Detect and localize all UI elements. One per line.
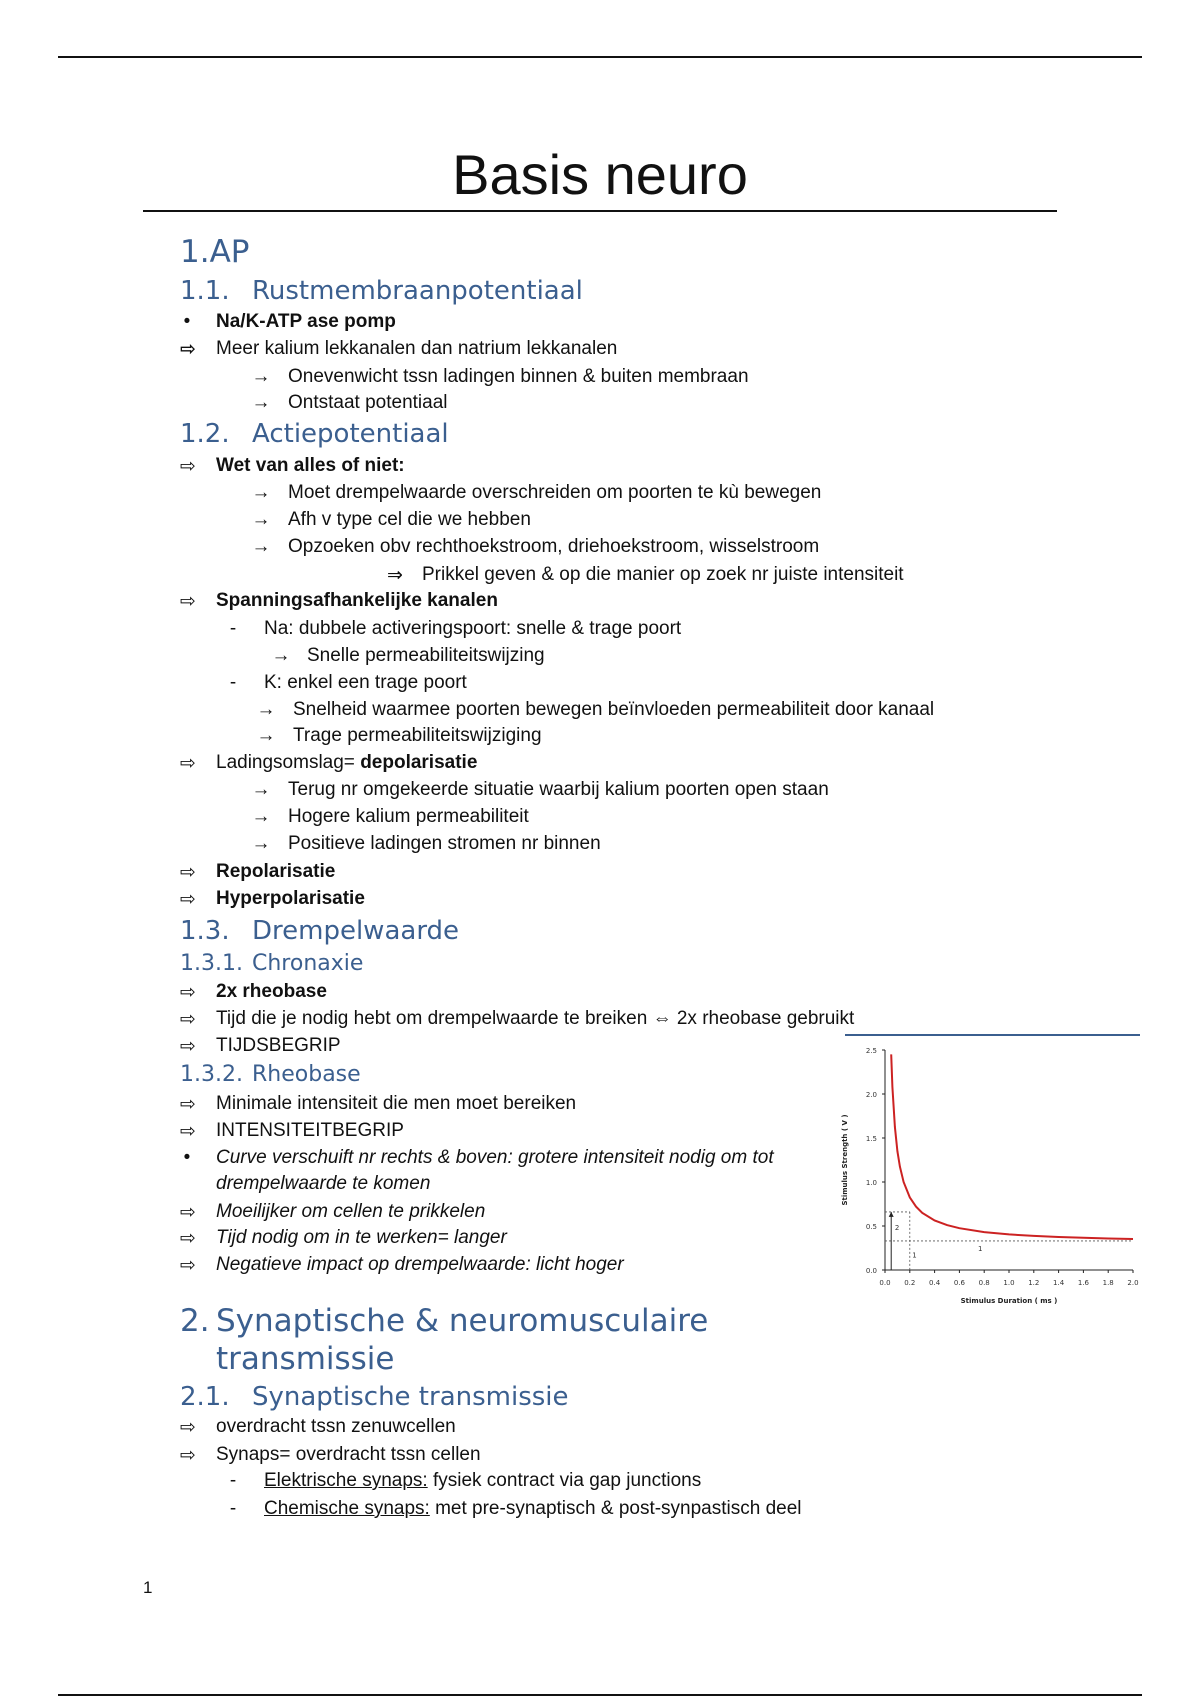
y-tick-label: 0.0 [865,1267,877,1275]
list-item: Minimale intensiteit die men moet bereiken [216,1093,577,1114]
list-item-text: fysiek contract via gap junctions [427,1470,702,1491]
list-item-text: met pre-synaptisch & post-synpastisch deel [429,1498,802,1519]
list-item: Positieve ladingen stromen nr binnen [288,833,601,854]
annotation-label: 2 [894,1223,900,1232]
arrow-icon: → [251,482,271,503]
heading-2 [180,1302,708,1378]
page-number: 1 [143,1578,153,1597]
heading-1-3-number: 1.3. [180,916,230,946]
outline-arrow-icon: ⇨ [180,1417,196,1438]
x-tick-label: 1.4 [1053,1279,1065,1287]
list-item: Negatieve impact op drempelwaarde: licht hoger [216,1254,624,1275]
heading-2-1 [180,1382,569,1412]
heading-1-3-title: Drempelwaarde [252,916,460,946]
x-tick-label: 1.2 [1028,1279,1040,1287]
x-tick-label: 2.0 [1127,1279,1139,1287]
y-tick-label: 1.5 [865,1135,877,1143]
heading-2-title-continued: transmissie [216,1341,395,1377]
heading-1-3-2 [180,1062,361,1087]
dash-bullet-icon: - [229,1470,237,1491]
heading-2-title: Synaptische & neuromusculaire [216,1303,709,1339]
list-item: Trage permeabiliteitswijziging [293,725,542,746]
arrow-icon: → [251,509,271,530]
list-item: overdracht tssn zenuwcellen [216,1416,456,1437]
rheobase-arrowhead [889,1212,894,1217]
dash-bullet-icon: - [229,1498,237,1519]
list-item: Na/K-ATP ase pomp [216,311,396,332]
list-item [216,1008,854,1030]
list-item [264,1470,701,1492]
x-tick-label: 0.4 [929,1279,941,1287]
x-tick-label: 0.6 [953,1279,965,1287]
list-item: Synaps= overdracht tssn cellen [216,1444,481,1465]
outline-arrow-icon: ⇨ [180,1094,196,1115]
list-item: Meer kalium lekkanalen dan natrium lekkanalen [216,338,618,359]
list-item: Repolarisatie [216,861,336,882]
list-item: Snelle permeabiliteitswijzing [307,645,545,666]
list-item: Hogere kalium permeabiliteit [288,806,529,827]
heading-1-1 [180,276,583,306]
arrow-icon: → [271,645,291,666]
chart-top-rule [845,1034,1140,1036]
x-tick-label: 1.0 [1003,1279,1015,1287]
outline-arrow-icon: ⇨ [180,1202,196,1223]
list-item: Tijd nodig om in te werken= langer [216,1227,507,1248]
outline-arrow-icon: ⇨ [180,1121,196,1142]
bullet-dot-icon: • [183,311,191,332]
list-item: Snelheid waarmee poorten bewegen beïnvloeden permeabiliteit door kanaal [293,699,935,720]
y-tick-label: 0.5 [865,1223,877,1231]
arrow-icon: → [256,725,276,746]
strength-duration-curve [891,1054,1133,1239]
heading-1-1-title: Rustmembraanpotentiaal [252,276,583,306]
arrow-icon: → [251,779,271,800]
y-axis-label: Stimulus Strength ( V ) [841,1114,849,1206]
heading-1-2-number: 1.2. [180,419,230,449]
heading-1-3-2-number: 1.3.2. [180,1062,243,1087]
heading-1-3-1 [180,951,363,976]
arrow-icon: → [251,833,271,854]
y-tick-label: 2.5 [865,1047,877,1055]
list-item: Ontstaat potentiaal [288,392,448,413]
heading-1-title: AP [209,234,250,270]
list-item: TIJDSBEGRIP [216,1035,341,1056]
list-item: Wet van alles of niet: [216,455,405,476]
outline-arrow-icon: ⇨ [180,1228,196,1249]
list-item [216,752,477,774]
list-item-continuation: drempelwaarde te komen [216,1173,431,1194]
strength-duration-chart [835,1038,1145,1318]
heading-1-2-title: Actiepotentiaal [252,419,449,449]
arrow-icon: → [251,806,271,827]
heading-1-2 [180,419,449,449]
annotation-label: 1 [978,1244,983,1253]
arrow-icon: → [251,392,271,413]
dash-bullet-icon: - [229,618,237,639]
outline-arrow-icon: ⇨ [180,982,196,1003]
outline-arrow-icon: ⇨ [180,456,196,477]
heading-1 [180,234,249,270]
list-item: Hyperpolarisatie [216,888,365,909]
x-axis-label: Stimulus Duration ( ms ) [960,1297,1058,1305]
double-arrow-icon: ⇒ [387,565,403,586]
list-item: 2x rheobase [216,981,327,1002]
list-item: Terug nr omgekeerde situatie waarbij kalium poorten open staan [288,779,829,800]
list-item: K: enkel een trage poort [264,672,467,693]
outline-arrow-icon: ⇨ [180,1036,196,1057]
heading-2-number: 2. [180,1303,210,1339]
bold-arrow-icon: ⇨ [180,339,196,360]
heading-1-number: 1. [180,234,210,270]
list-item: Spanningsafhankelijke kanalen [216,590,498,611]
outline-arrow-icon: ⇨ [180,889,196,910]
list-item: Opzoeken obv rechthoekstroom, driehoekstroom, wisselstroom [288,536,820,557]
outline-arrow-icon: ⇨ [180,1445,196,1466]
outline-arrow-icon: ⇨ [180,591,196,612]
list-item-term: Elektrische synaps: [264,1470,428,1491]
outline-arrow-icon: ⇨ [180,753,196,774]
heading-2-1-number: 2.1. [180,1382,230,1412]
heading-1-3-1-number: 1.3.1. [180,951,243,976]
x-tick-label: 0.0 [879,1279,891,1287]
list-item [264,1498,802,1520]
x-tick-label: 0.2 [904,1279,916,1287]
list-item-text: Tijd die je nodig hebt om drempelwaarde te breiken [216,1008,648,1029]
title-underline [143,210,1057,212]
outline-arrow-icon: ⇨ [180,1009,196,1030]
list-item: Onevenwicht tssn ladingen binnen & buiten membraan [288,366,749,387]
y-tick-label: 1.0 [865,1179,877,1187]
list-item: Moet drempelwaarde overschreiden om poorten te kù bewegen [288,482,822,503]
list-item: Curve verschuift nr rechts & boven: grotere intensiteit nodig om tot [216,1147,774,1168]
list-item: Prikkel geven & op die manier op zoek nr juiste intensiteit [422,564,904,585]
heading-1-3-2-title: Rheobase [252,1062,361,1087]
list-item: Afh v type cel die we hebben [288,509,531,530]
heading-1-3-1-title: Chronaxie [252,951,364,976]
arrow-icon: → [256,699,276,720]
list-item: Na: dubbele activeringspoort: snelle & trage poort [264,618,682,639]
list-item-bold: depolarisatie [360,752,478,773]
x-tick-label: 0.8 [978,1279,990,1287]
equivalence-arrow-icon: ⇔ [652,1008,672,1029]
list-item: INTENSITEITBEGRIP [216,1120,404,1141]
list-item-prefix: Ladingsomslag= [216,752,361,773]
x-tick-label: 1.8 [1102,1279,1114,1287]
heading-1-1-number: 1.1. [180,276,230,306]
heading-2-1-title: Synaptische transmissie [252,1382,569,1412]
page-title: Basis neuro [452,143,748,206]
x-tick-label: 1.6 [1077,1279,1089,1287]
arrow-icon: → [251,536,271,557]
list-item-text: 2x rheobase gebruikt [676,1008,855,1029]
outline-arrow-icon: ⇨ [180,1255,196,1276]
dash-bullet-icon: - [229,672,237,693]
bullet-dot-icon: • [183,1147,191,1168]
top-rule [58,56,1142,58]
list-item-term: Chemische synaps: [264,1498,430,1519]
outline-arrow-icon: ⇨ [180,862,196,883]
y-tick-label: 2.0 [865,1091,877,1099]
bottom-rule [58,1694,1142,1696]
heading-1-3 [180,916,459,946]
arrow-icon: → [251,366,271,387]
annotation-label: 1 [912,1251,917,1260]
list-item: Moeilijker om cellen te prikkelen [216,1201,486,1222]
